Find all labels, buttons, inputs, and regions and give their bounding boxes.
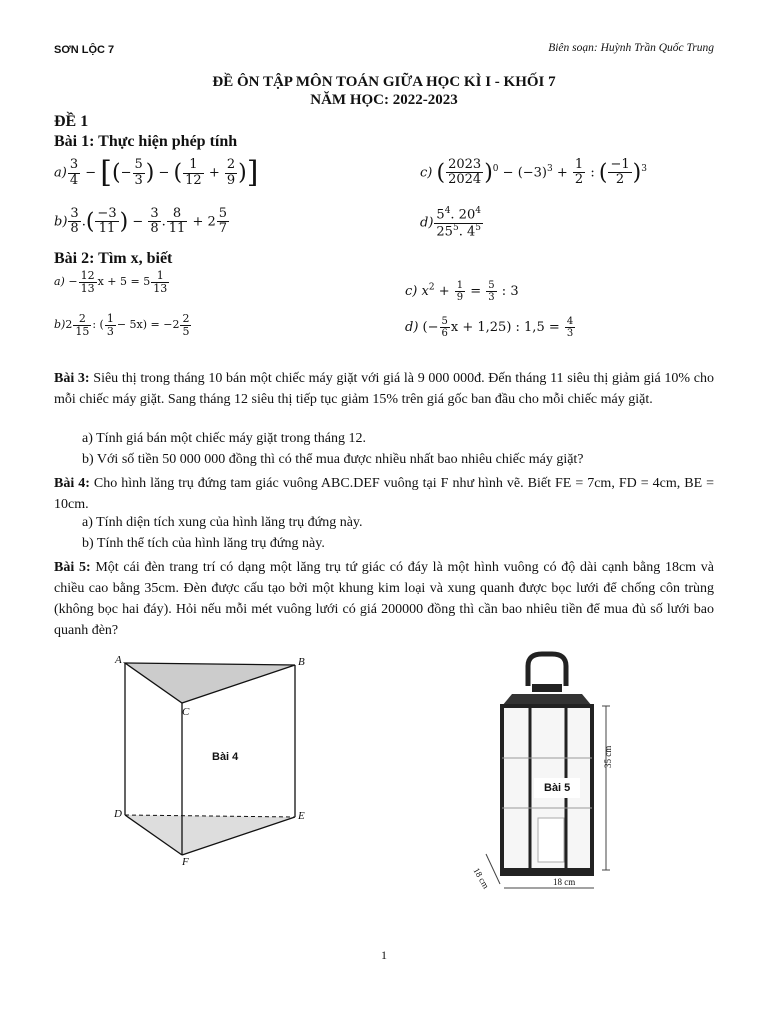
bai3-item-b: b) Với số tiền 50 000 000 đồng thì có thể mua được nhiều nhất bao nhiêu chiếc máy giặt? <box>82 452 584 467</box>
bai2-d: d) (− $\frac{5}{6}$ x + 1,25) : 1,5 = $\frac{4}{3}$ <box>405 316 574 339</box>
point-c: C <box>182 706 190 718</box>
bottom-face <box>125 815 295 855</box>
bai3-item-a: a) Tính giá bán một chiếc máy giặt trong tháng 12. <box>82 431 366 446</box>
figure4-caption: Bài 4 <box>212 751 239 763</box>
bai2-b: b)2 $\frac{2}{15}$ : ( $\frac{1}{3}$ − 5x) = −2 $\frac{2}{5}$ <box>54 312 190 338</box>
point-f: F <box>182 856 189 868</box>
bai5-text: Bài 5: Một cái đèn trang trí có dạng một lăng trụ tứ giác có đáy là một hình vuông có độ dài cạnh bằng 18cm và chiều cao bằng 35cm. Đèn được cấu tạo bởi một khung kim loại và xung quanh được bọc lưới để chống côn trùng (không bọc hai đáy). Hỏi nếu mỗi mét vuông lưới có giá 200000 đồng thì cần bao nhiêu tiền để mua đủ số lưới bao quanh đèn? <box>54 560 714 638</box>
bai1-c: c) ( $\frac{2023}{2024}$ )$^0 - (-3)^3$ + $\frac{1}{2}$ : ( $\frac{-1}{2}$ )$^3$ <box>420 157 647 188</box>
point-a: A <box>115 654 122 666</box>
point-d: D <box>114 808 122 820</box>
figure5-caption: Bài 5 <box>534 778 580 798</box>
lantern-height-label: 35 cm <box>603 745 613 768</box>
exam-number: ĐỀ 1 <box>54 113 89 130</box>
bai1-d: d) $\frac{5^4. 20^4}{25^5. 4^5}$ <box>420 206 481 239</box>
bai1-a: a) $\frac{3}{4}$ − [(− $\frac{5}{3}$ ) − ( $\frac{1}{12}$ + $\frac{2}{9}$ )] <box>54 155 259 190</box>
bai2-c: c) $x^2$ + $\frac{1}{9}$ = $\frac{5}{3}$ : 3 <box>405 280 519 303</box>
bai1-heading: Bài 1: Thực hiện phép tính <box>54 133 238 150</box>
bai4-item-b: b) Tính thể tích của hình lăng trụ đứng này. <box>82 536 325 551</box>
page-number: 1 <box>381 948 387 962</box>
bai1-b: b) $\frac{3}{8}$ .( $\frac{-3}{11}$ ) − $\frac{3}{8}$ . $\frac{8}{11}$ + 2 $\frac{5}{7}$ <box>54 206 228 237</box>
point-b: B <box>298 656 305 668</box>
school-name: SƠN LỘC 7 <box>54 44 115 56</box>
school-year: NĂM HỌC: 2022-2023 <box>310 92 458 108</box>
lantern-side1-label: 18 cm <box>471 866 492 891</box>
lantern-figure <box>480 648 620 894</box>
document-title: ĐỀ ÔN TẬP MÔN TOÁN GIỮA HỌC KÌ I - KHỐI 7 <box>212 74 556 90</box>
bai2-a: a) − $\frac{12}{13}$ x + 5 = 5 $\frac{1}{13}$ <box>54 269 168 295</box>
author-signature: Biên soạn: Huỳnh Trần Quốc Trung <box>548 42 714 54</box>
bai4-text: Bài 4: Cho hình lăng trụ đứng tam giác vuông ABC.DEF vuông tại F như hình vẽ. Biết FE = 7cm, FD = 4cm, BE = 10cm. <box>54 476 715 512</box>
top-face <box>125 663 295 703</box>
bai4-item-a: a) Tính diện tích xung của hình lăng trụ đứng này. <box>82 515 363 530</box>
bai2-heading: Bài 2: Tìm x, biết <box>54 250 173 267</box>
prism-figure <box>100 645 320 875</box>
bai3-text: Bài 3: Siêu thị trong tháng 10 bán một chiếc máy giặt với giá là 9 000 000đ. Đến tháng 11 siêu thị giảm giá 10% cho mỗi chiếc máy giặt. Sang tháng 12 siêu thị tiếp tục giảm 15% trên giá gốc ban đầu cho mỗi chiếc máy giặt. <box>54 371 714 407</box>
lantern-side2-label: 18 cm <box>553 877 576 887</box>
point-e: E <box>298 810 305 822</box>
